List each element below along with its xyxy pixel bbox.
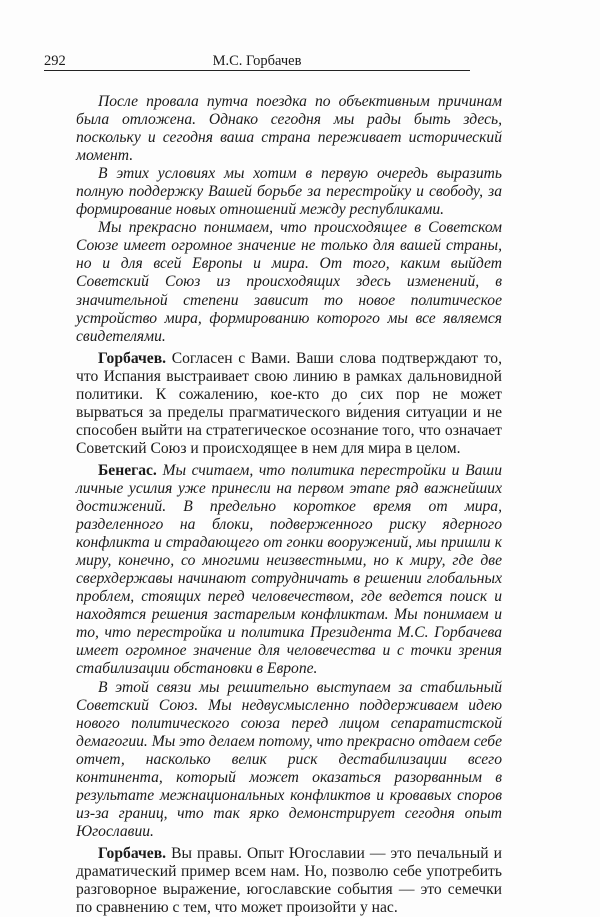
speech-text: Вы правы. Опыт Югославии — это печальный и драматический пример всем нам. Но, позволю себе употребить разговорное выражение, югославские события — это семечки по сравнению с тем, что может произойти у нас. — [76, 844, 502, 917]
speaker-name: Горбачев. — [98, 349, 167, 367]
page-number: 292 — [44, 53, 66, 69]
paragraph-4-gorbachev — [76, 350, 502, 458]
paragraph-7-gorbachev — [76, 845, 502, 917]
paragraph-3: Мы прекрасно понимаем, что происходящее в Советском Союзе имеет огромное значение не только для вашей страны, но и для всей Европы и мира. От того, каким выйдет Советский Союз из происходящих здесь изменений, в значительной степени зависит то новое политическое устройство мира, формированию которого мы все являемся свидетелями. — [76, 219, 502, 345]
paragraph-6: В этой связи мы решительно выступаем за стабильный Советский Союз. Мы недвусмысленно поддерживаем идею нового политического союза перед лицом сепаратистской демагогии. Мы это делаем потому, что прекрасно отдаем себе отчет, насколько велик риск дестабилизации всего континента, который может оказаться разорванным в результате межнациональных конфликтов и кровавых споров из-за границ, что так ярко демонстрирует сегодня опыт Югославии. — [76, 678, 502, 840]
page-header — [44, 53, 470, 69]
body-text — [76, 93, 502, 917]
header-rule — [44, 70, 470, 71]
speech-text: Согласен с Вами. Ваши слова подтверждают то, что Испания выстраивает свою линию в рамках дальновидной политики. К сожалению, кое-кто до сих пор не может вырваться за пределы прагматического ви́дения ситуации и не способен выйти на стратегическое осознание того, что означает Советский Союз и происходящее в нем для мира в целом. — [76, 349, 502, 457]
running-title: М.С. Горбачев — [212, 53, 302, 69]
speaker-name: Бенегас. — [98, 461, 157, 479]
paragraph-5-benegas — [76, 462, 502, 679]
speaker-name: Горбачев. — [98, 844, 167, 862]
paragraph-1: После провала путча поездка по объективным причинам была отложена. Однако сегодня мы рады быть здесь, поскольку и сегодня ваша страна переживает исторический момент. — [76, 93, 502, 165]
paragraph-2: В этих условиях мы хотим в первую очередь выразить полную поддержку Вашей борьбе за перестройку и свободу, за формирование новых отношений между республиками. — [76, 165, 502, 219]
speech-text: Мы считаем, что политика перестройки и Ваши личные усилия уже принесли на первом этапе ряд важнейших достижений. В предельно короткое время от мира, разделенного на блоки, подверженного риску ядерного конфликта и страдающего от гонки вооружений, мы пришли к миру, конечно, со многими неизвестными, но к миру, где две сверхдержавы начинают сотрудничать в решении глобальных проблем, стоящих перед человечеством, где ведется поиск и находятся решения застарелым конфликтам. Мы понимаем и то, что перестройка и политика Президента М.С. Горбачева имеет огромное значение для человечества и с точки зрения стабилизации обстановки в Европе. — [76, 461, 502, 678]
